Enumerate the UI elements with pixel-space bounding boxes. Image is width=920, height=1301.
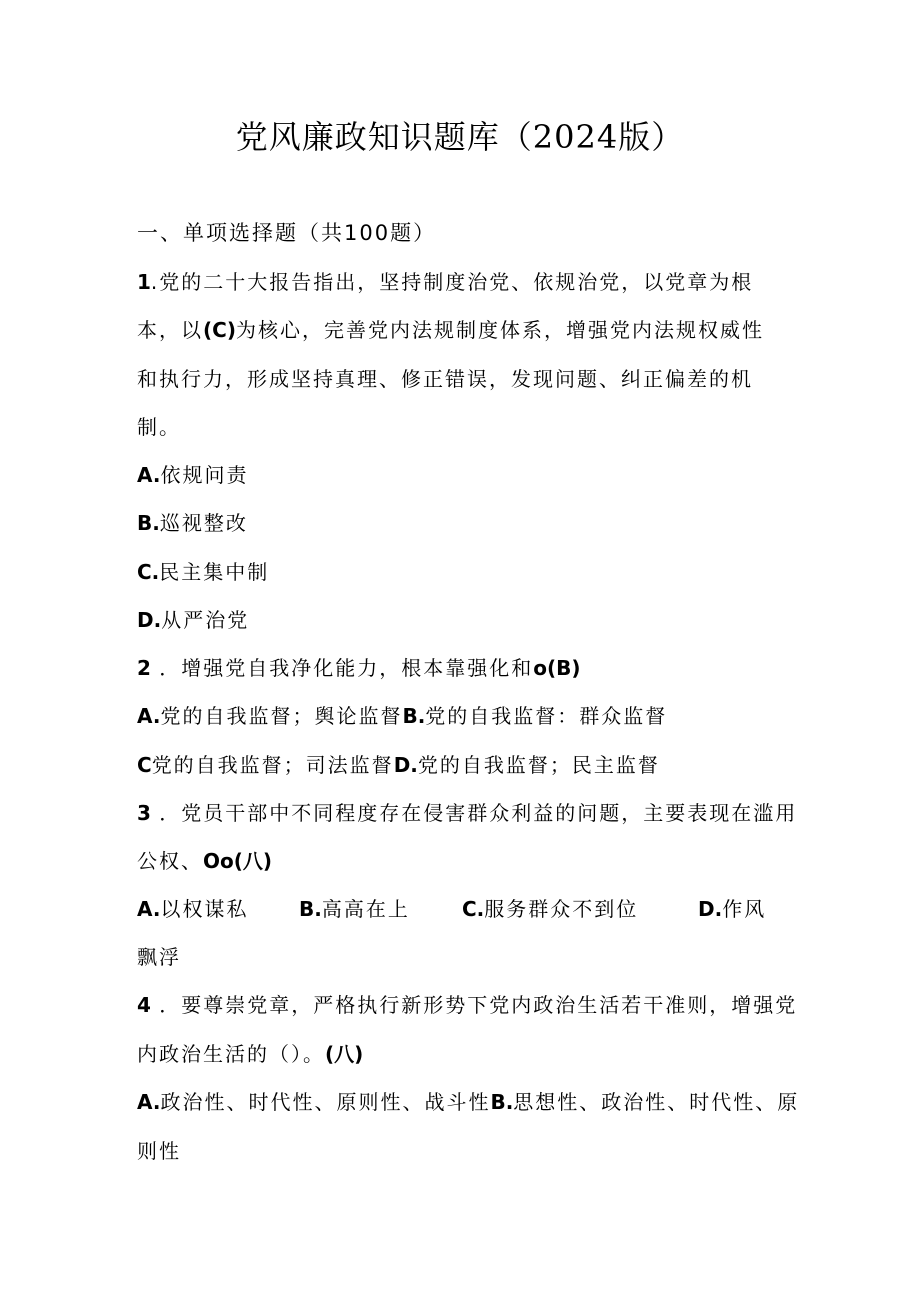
option-letter: A. — [137, 463, 161, 487]
option-d — [137, 606, 249, 634]
option-letter: A. — [137, 704, 161, 728]
option-letter: B. — [402, 704, 426, 728]
option-text: 政治性、时代性、原则性、战斗性 — [160, 1090, 491, 1114]
question-2-options-ab — [137, 702, 667, 730]
question-4-line-1 — [137, 991, 797, 1019]
question-text: ．党员干部中不同程度存在侵害群众利益的问题，主要表现在滥用 — [150, 801, 798, 825]
question-text: .党的二十大报告指出，坚持制度治党、依规治党，以党章为根 — [150, 270, 754, 294]
question-2-line-1 — [137, 654, 581, 682]
question-text: 为核心，完善党内法规制度体系，增强党内法规权威性 — [235, 318, 764, 342]
option-text: 从严治党 — [161, 608, 250, 632]
option-letter: D. — [393, 753, 418, 777]
question-3-options-row — [137, 895, 766, 923]
option-letter: A. — [137, 1090, 161, 1114]
question-1-line-4: 制。 — [137, 415, 181, 439]
option-letter: B. — [490, 1090, 514, 1114]
question-2-options-cd — [137, 751, 660, 779]
question-3-line-1 — [137, 799, 797, 827]
option-d — [698, 897, 766, 921]
option-text: 党的自我监督；民主监督 — [417, 753, 660, 777]
option-a — [137, 895, 299, 923]
option-text: 服务群众不到位 — [484, 897, 639, 921]
option-letter: C. — [137, 560, 160, 584]
question-4-line-2 — [137, 1040, 363, 1068]
question-3-wrap: 飘浮 — [137, 945, 181, 969]
question-4-options-ab — [137, 1088, 799, 1116]
question-text: 公权、 — [137, 849, 203, 873]
option-text: 民主集中制 — [159, 560, 270, 584]
option-letter: C — [137, 753, 152, 777]
answer-mark: (八) — [325, 1042, 364, 1066]
question-text: 内政治生活的（）。 — [137, 1042, 325, 1066]
question-number: 2 — [137, 656, 151, 680]
answer-mark: (C) — [203, 318, 236, 342]
option-letter: B. — [299, 897, 322, 921]
option-text: 巡视整改 — [159, 511, 248, 535]
option-a — [137, 461, 248, 489]
option-letter: A. — [137, 897, 161, 921]
question-3-line-2 — [137, 847, 272, 875]
answer-mark: o(B) — [533, 656, 581, 680]
question-text: 本，以 — [137, 318, 203, 342]
question-4-wrap: 则性 — [137, 1139, 181, 1163]
question-text: ．要尊崇党章，严格执行新形势下党内政治生活若干准则，增强党 — [150, 993, 798, 1017]
question-1-line-3: 和执行力，形成坚持真理、修正错误，发现问题、纠正偏差的机 — [137, 367, 753, 391]
option-text: 高高在上 — [321, 897, 410, 921]
option-text: 党的自我监督；舆论监督 — [160, 704, 403, 728]
option-letter: D. — [137, 608, 162, 632]
question-number: 1 — [137, 270, 151, 294]
option-c — [137, 558, 269, 586]
question-1-line-2 — [137, 316, 764, 344]
option-text: 以权谋私 — [160, 897, 249, 921]
document-title: 党风廉政知识题库（2024版） — [235, 118, 685, 156]
option-text: 思想性、政治性、时代性、原 — [513, 1090, 800, 1114]
option-text: 党的自我监督：群众监督 — [425, 704, 668, 728]
answer-mark: Oo(八) — [203, 849, 273, 873]
option-text: 作风 — [722, 897, 767, 921]
section-heading: 一、单项选择题（共100题） — [137, 221, 437, 245]
question-text: ．增强党自我净化能力，根本靠强化和 — [150, 656, 534, 680]
option-b — [137, 509, 248, 537]
option-letter: B. — [137, 511, 160, 535]
option-text: 依规问责 — [160, 463, 249, 487]
option-text: 党的自我监督；司法监督 — [151, 753, 394, 777]
question-number: 3 — [137, 801, 151, 825]
option-letter: D. — [698, 897, 723, 921]
option-letter: C. — [462, 897, 485, 921]
option-c — [462, 895, 698, 923]
option-b — [299, 895, 462, 923]
question-1-line-1 — [137, 268, 753, 296]
question-number: 4 — [137, 993, 151, 1017]
